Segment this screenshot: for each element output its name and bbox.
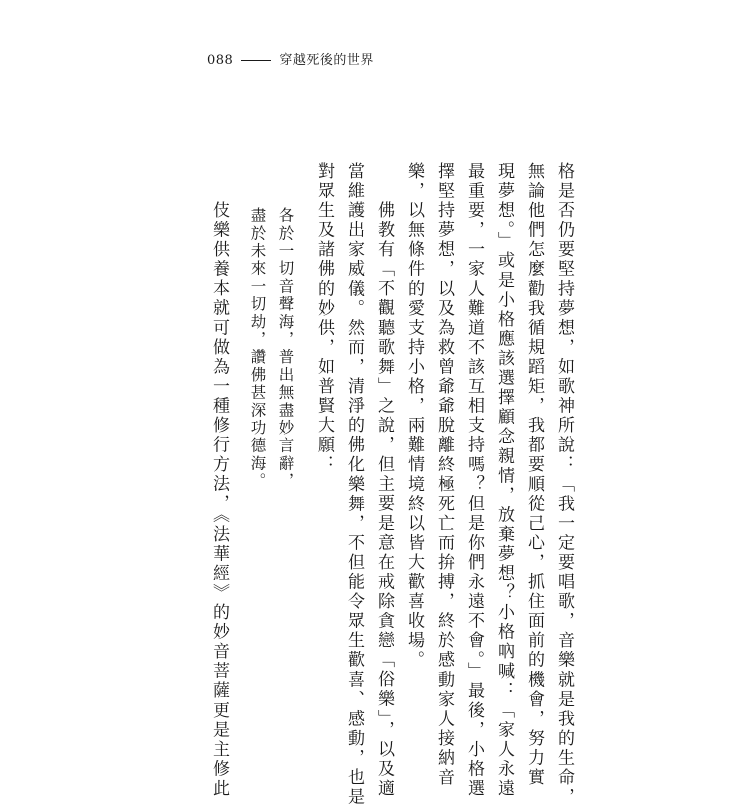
text-column: 擇堅持夢想，以及為救曾爺爺脫離終極死亡而拚搏，終於感動家人接納音	[434, 162, 454, 788]
text-column: 無論他們怎麼勸我循規蹈矩，我都要順從己心，抓住面前的機會，努力實	[524, 162, 544, 788]
book-title: 穿越死後的世界	[279, 53, 374, 68]
text-column: 格是否仍要堅持夢想，如歌神所說：「我一定要唱歌，音樂就是我的生命，	[554, 162, 574, 807]
text-column: 對眾生及諸佛的妙供，如普賢大願：	[314, 162, 334, 475]
text-column: 現夢想。」或是小格應該選擇顧念親情，放棄夢想？小格吶喊：「家人永遠	[494, 162, 514, 799]
text-column: 最重要，一家人難道不該互相支持嗎？但是你們永遠不會。」最後，小格選	[464, 162, 484, 799]
running-header	[207, 49, 374, 68]
page-number: 088	[207, 53, 234, 68]
text-column: 佛教有「不觀聽歌舞」之說，但主要是意在戒除貪戀「俗樂」，以及適	[374, 201, 394, 799]
text-column: 伎樂供養本就可做為一種修行方法，《法華經》的妙音菩薩更是主修此	[209, 201, 229, 799]
quote-column: 盡於未來一切劫，讚佛甚深功德海。	[248, 207, 267, 491]
text-column: 當維護出家威儀。然而，清淨的佛化樂舞，不但能令眾生歡喜、感動，也是	[344, 162, 364, 807]
text-column: 樂，以無條件的愛支持小格，兩難情境終以皆大歡喜收場。	[404, 162, 424, 671]
quote-column: 各於一切音聲海，普出無盡妙言辭，	[276, 207, 295, 491]
header-rule	[241, 60, 271, 61]
